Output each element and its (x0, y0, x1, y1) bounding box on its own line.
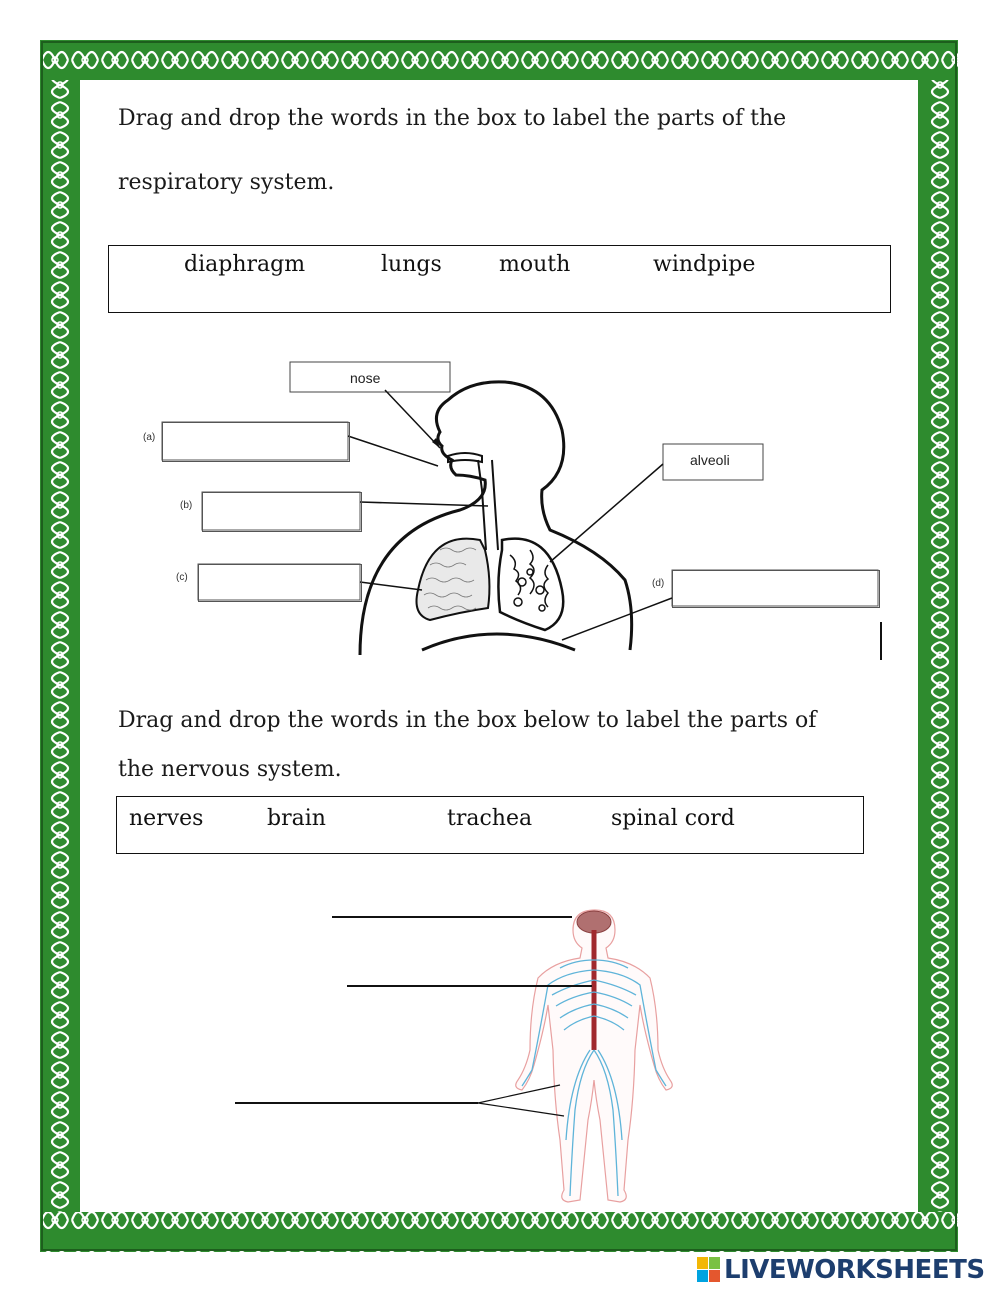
word-nerves[interactable]: nerves (129, 806, 204, 831)
word-windpipe[interactable]: windpipe (653, 252, 756, 277)
logo-icon (697, 1257, 721, 1283)
marker-d: (d) (652, 578, 665, 589)
marker-b: (b) (180, 500, 193, 511)
label-nose: nose (350, 370, 381, 386)
nervous-system-diagram (230, 900, 690, 1210)
drop-target-spinal-line[interactable] (347, 961, 579, 985)
word-spinal-cord[interactable]: spinal cord (611, 806, 735, 831)
drop-target-nerves-line[interactable] (235, 1078, 467, 1102)
drop-target-c[interactable] (198, 564, 362, 602)
word-brain[interactable]: brain (267, 806, 326, 831)
label-alveoli: alveoli (690, 452, 730, 468)
respiratory-instruction-line2: respiratory system. (118, 170, 335, 195)
drop-target-a[interactable] (162, 422, 350, 462)
liveworksheets-logo[interactable] (697, 1254, 985, 1286)
nervous-instruction-line1: Drag and drop the words in the box below to label the parts of (118, 708, 817, 733)
drop-target-d[interactable] (672, 570, 880, 608)
word-mouth[interactable]: mouth (499, 252, 571, 277)
word-diaphragm[interactable]: diaphragm (184, 252, 306, 277)
marker-c: (c) (176, 572, 188, 583)
drop-target-brain-line[interactable] (332, 892, 564, 916)
drop-target-b[interactable] (202, 492, 362, 532)
word-lungs[interactable]: lungs (381, 252, 442, 277)
marker-a: (a) (143, 432, 156, 443)
word-trachea[interactable]: trachea (447, 806, 533, 831)
respiratory-instruction-line1: Drag and drop the words in the box to label the parts of the (118, 106, 787, 131)
nervous-instruction-line2: the nervous system. (118, 757, 342, 782)
logo-text: LIVEWORKSHEETS (724, 1255, 985, 1285)
